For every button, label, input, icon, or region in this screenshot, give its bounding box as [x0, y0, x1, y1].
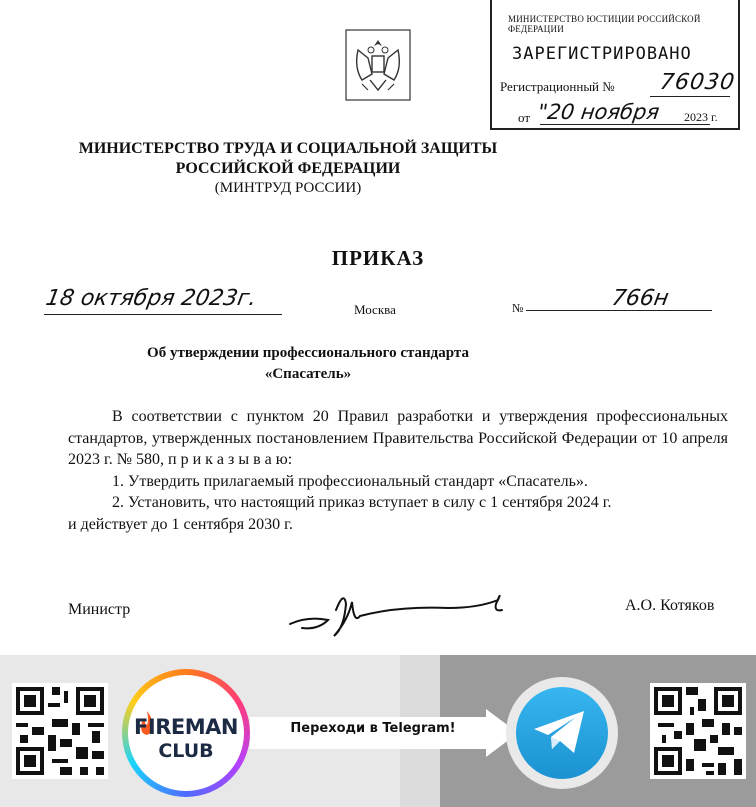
coat-of-arms-icon: [344, 28, 412, 102]
subject-line2: «Спасатель»: [264, 366, 352, 382]
order-body: [68, 406, 728, 536]
order-date: 18 октября 2023г.: [43, 286, 259, 311]
stamp-year: 2023 г.: [684, 110, 718, 124]
stamp-number-label: Регистрационный №: [500, 79, 615, 94]
signature-image: [288, 580, 518, 642]
stamp-registered: ЗАРЕГИСТРИРОВАНО: [512, 44, 692, 64]
order-item-1: 1. Утвердить прилагаемый профессиональный стандарт «Спасатель».: [112, 472, 588, 490]
document-type-title: ПРИКАЗ: [331, 246, 425, 270]
stamp-date: "20 ноября: [536, 100, 661, 124]
logo-text-club: CLUB: [158, 740, 214, 762]
order-number: 766н: [609, 286, 671, 311]
telegram-cta-label[interactable]: Переходи в Telegram!: [290, 721, 456, 736]
order-city: Москва: [354, 302, 396, 317]
qr-code-left[interactable]: [12, 683, 108, 779]
signatory-title: Министр: [68, 601, 131, 618]
ministry-title-line1: МИНИСТЕРСТВО ТРУДА И СОЦИАЛЬНОЙ ЗАЩИТЫ: [78, 140, 498, 157]
promo-banner: [0, 655, 756, 807]
stamp-ministry: МИНИСТЕРСТВО ЮСТИЦИИ РОССИЙСКОЙ ФЕДЕРАЦИИ: [508, 14, 701, 34]
order-date-line: [44, 314, 282, 315]
stamp-number: 76030: [658, 70, 737, 95]
ministry-short-name: (МИНТРУД РОССИИ): [214, 180, 362, 196]
subject-line1: Об утверждении профессионального стандарта: [147, 345, 469, 361]
logo-text-fireman: FIREMAN: [134, 715, 238, 739]
order-item-2: 2. Установить, что настоящий приказ вступает в силу с 1 сентября 2024 г.: [112, 494, 612, 512]
preamble-paragraph: В соответствии с пунктом 20 Правил разработки и утверждения профессиональных стандартов, утвержденных постановлением Правительства Российской Федерации от 10 апреля 2023 г. № 580, п р и к а з ы в а ю:: [68, 408, 728, 469]
telegram-icon: [530, 707, 590, 757]
order-number-sign: №: [512, 301, 524, 315]
order-item-2-continuation: и действует до 1 сентября 2030 г.: [68, 515, 293, 533]
signatory-name: А.О. Котяков: [625, 597, 715, 614]
ministry-title-line2: РОССИЙСКОЙ ФЕДЕРАЦИИ: [175, 160, 401, 177]
stamp-number-line: [650, 96, 730, 97]
order-number-line: [526, 310, 712, 311]
stamp-from-label: от: [518, 110, 531, 125]
qr-code-right[interactable]: [650, 683, 746, 779]
